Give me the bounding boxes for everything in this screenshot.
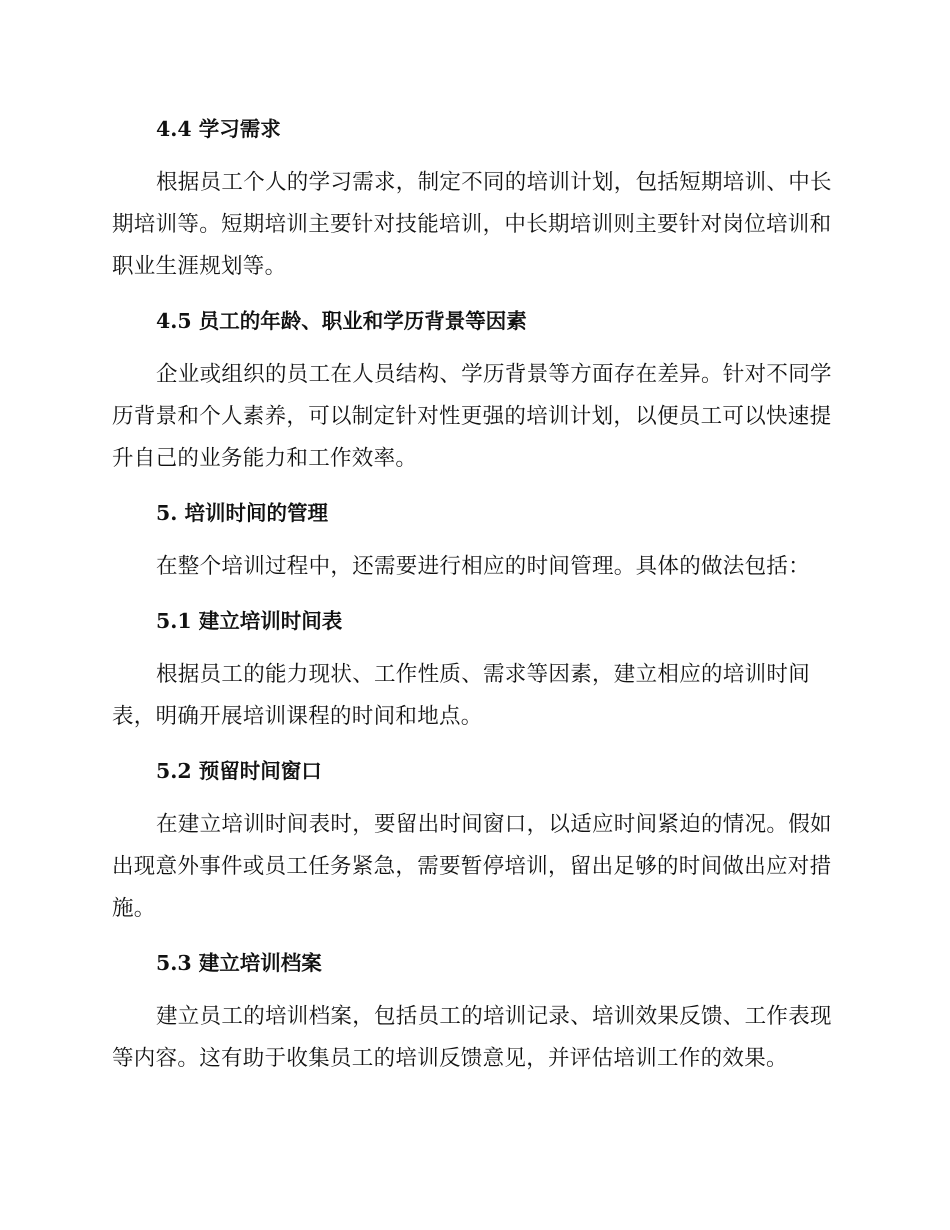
paragraph-line: 职业生涯规划等。 [112,254,287,279]
section-heading-5: 5. 培训时间的管理 [156,501,329,525]
paragraph-line: 建立员工的培训档案，包括员工的培训记录、培训效果反馈、工作表现 [156,1004,832,1029]
paragraph-line: 表，明确开展培训课程的时间和地点。 [112,704,483,729]
paragraph-line: 等内容。这有助于收集员工的培训反馈意见，并评估培训工作的效果。 [112,1046,788,1071]
paragraph-line: 在建立培训时间表时，要留出时间窗口，以适应时间紧迫的情况。假如 [156,812,832,837]
paragraph-line: 升自己的业务能力和工作效率。 [112,446,418,471]
section-heading-4-5: 4.5 员工的年龄、职业和学历背景等因素 [156,309,527,333]
section-paragraph-5 [112,546,834,588]
section-heading-5-3: 5.3 建立培训档案 [156,951,322,975]
paragraph-line: 施。 [112,896,156,921]
paragraph-line: 历背景和个人素养，可以制定针对性更强的培训计划，以便员工可以快速提 [112,404,832,429]
section-heading-5-2: 5.2 预留时间窗口 [156,759,322,783]
paragraph-line: 根据员工的能力现状、工作性质、需求等因素，建立相应的培训时间 [156,662,811,687]
section-paragraph-5-3 [112,996,834,1080]
section-heading-4-4: 4.4 学习需求 [156,117,281,141]
section-heading-5-1: 5.1 建立培训时间表 [156,609,343,633]
paragraph-line: 在整个培训过程中，还需要进行相应的时间管理。具体的做法包括： [156,554,811,579]
paragraph-line: 根据员工个人的学习需求，制定不同的培训计划，包括短期培训、中长 [156,170,832,195]
section-paragraph-5-2 [112,804,834,930]
paragraph-line: 企业或组织的员工在人员结构、学历背景等方面存在差异。针对不同学 [156,362,832,387]
paragraph-line: 出现意外事件或员工任务紧急，需要暂停培训，留出足够的时间做出应对措 [112,854,832,879]
section-paragraph-5-1 [112,654,834,738]
section-paragraph-4-5 [112,354,834,480]
section-paragraph-4-4 [112,162,834,288]
paragraph-line: 期培训等。短期培训主要针对技能培训，中长期培训则主要针对岗位培训和 [112,212,832,237]
